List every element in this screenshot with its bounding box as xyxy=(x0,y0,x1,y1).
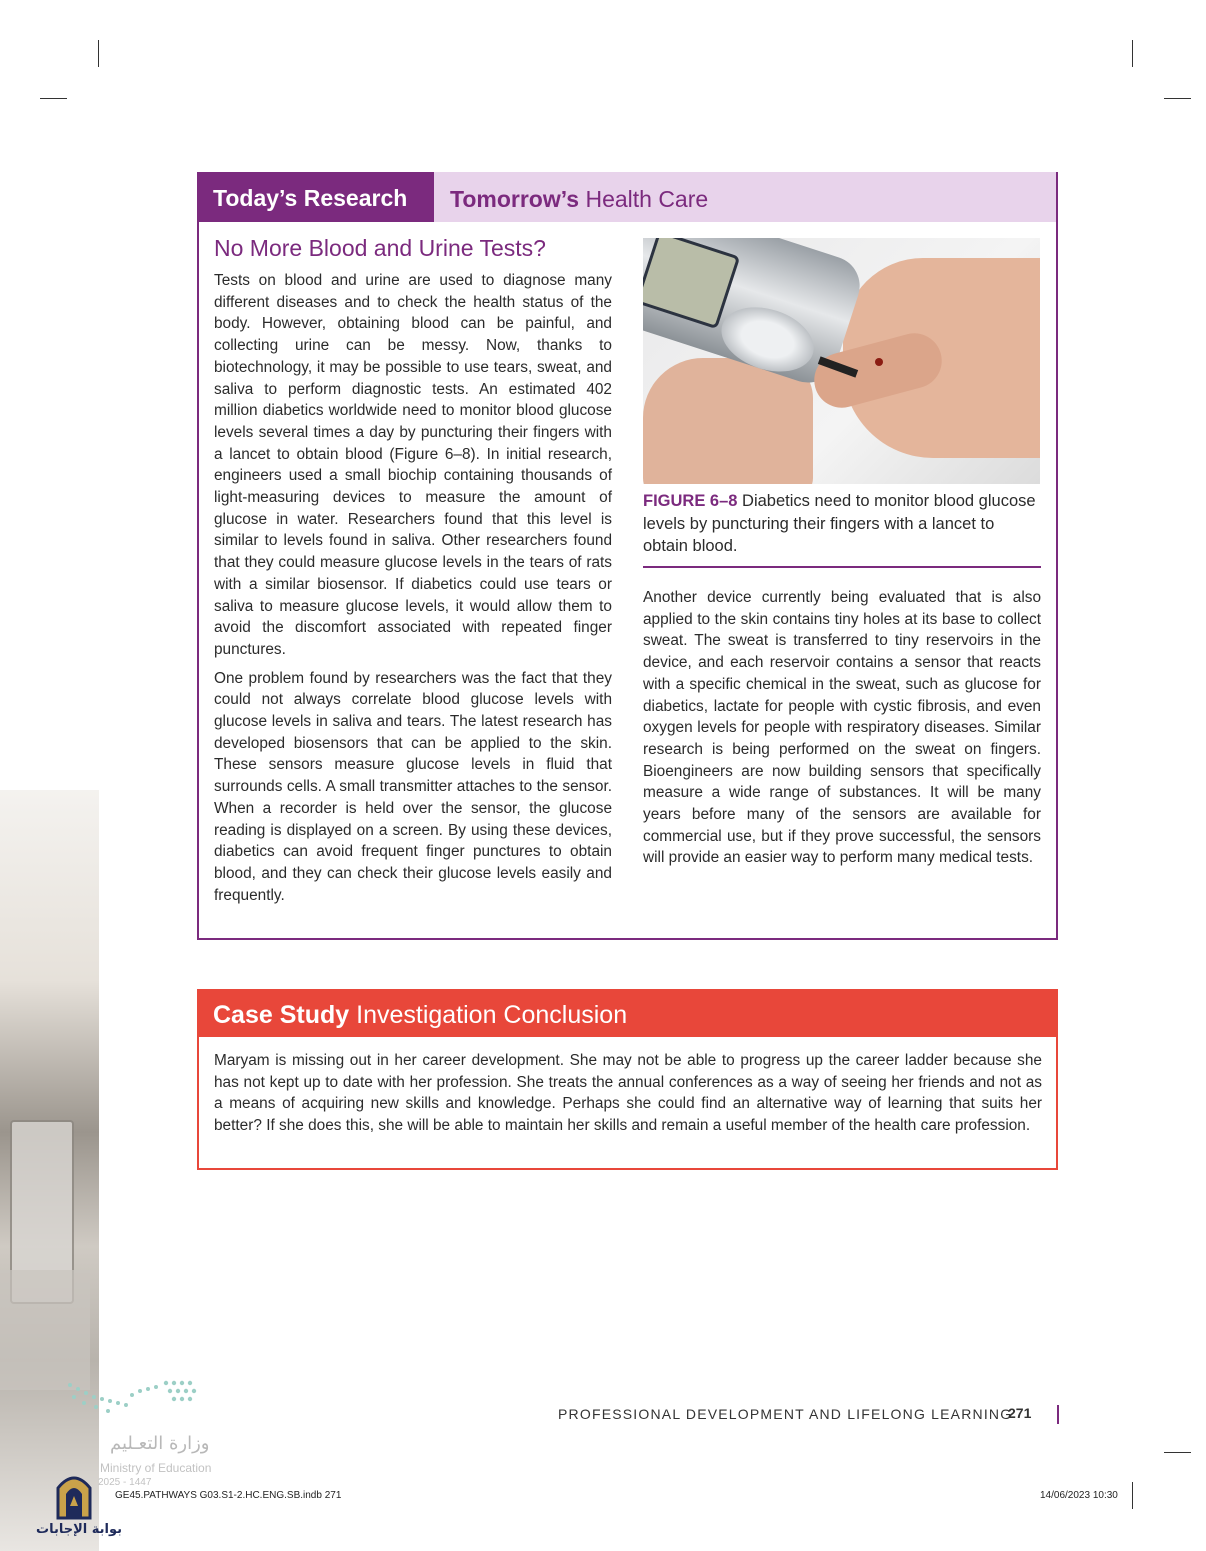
todays-research-tab: Today’s Research xyxy=(197,172,434,222)
crop-mark xyxy=(1132,1482,1133,1509)
right-column xyxy=(643,587,1041,869)
crop-mark xyxy=(1164,1452,1191,1453)
figure-caption xyxy=(643,490,1041,558)
print-slug-file: GE45.PATHWAYS G03.S1-2.HC.ENG.SB.indb 271 xyxy=(115,1490,342,1501)
running-footer: PROFESSIONAL DEVELOPMENT AND LIFELONG LEARNING xyxy=(558,1406,1013,1422)
figure-label: FIGURE 6–8 xyxy=(643,492,738,510)
blood-drop-image xyxy=(875,358,883,366)
glucose-meter-photo xyxy=(643,238,1040,484)
answers-portal-text: بوابة الإجابات xyxy=(36,1522,122,1537)
left-column xyxy=(214,270,612,913)
paragraph-2: One problem found by researchers was the fact that they could not always correlate blood glucose levels with glucose levels in saliva and tears. The latest research has developed biosensors that can be applied to the skin. These sensors measure glucose levels in fluid that surrounds cells. A small transmitter attaches to the sensor. When a recorder is held over the sensor, the glucose reading is displayed on a screen. By using these devices, diabetics can avoid frequent finger punctures to obtain blood, and they can check their glucose levels easily and frequently. xyxy=(214,669,612,904)
crop-mark xyxy=(1164,98,1191,99)
case-study-bold: Case Study xyxy=(213,1001,350,1029)
case-study-text: Maryam is missing out in her career development. She may not be able to progress up the career ladder because she has not kept up to date with her profession. She treats the annual conferences as a way of seeing her friends and not as a means of acquiring new skills and knowledge. Perhaps she could find an alternative way of learning that suits her better? If she does this, she will be able to maintain her skills and remain a useful member of the health care profession. xyxy=(214,1052,1042,1135)
ministry-arabic-text: وزارة التعـليم xyxy=(110,1433,210,1454)
case-study-rest: Investigation Conclusion xyxy=(349,1001,628,1029)
tomorrow-rest-text: Health Care xyxy=(579,186,709,212)
watermark-year: 2025 - 1447 xyxy=(98,1477,152,1488)
paragraph-3: Another device currently being evaluated that is also applied to the skin contains tiny holes at its base to collect sweat. The sweat is transferred to tiny reservoirs in the device, and each reservoir contains a sensor that reacts with a specific chemical in the sweat, such as glucose for diabetics, lactate for people with cystic fibrosis, and even oxygen levels for people with respiratory diseases. Similar research is being performed on the sweat on fingers. Bioengineers are now building sensors that specifically measure a wide range of substances. It will be many years before many of the sensors are available for commercial use, but if they prove successful, the sensors will provide an easier way to perform many medical tests. xyxy=(643,589,1041,867)
figure-divider xyxy=(643,566,1041,568)
crop-mark xyxy=(98,40,99,67)
ministry-logo-icon xyxy=(62,1375,200,1420)
footer-bar xyxy=(1057,1405,1059,1424)
print-slug-date: 14/06/2023 10:30 xyxy=(1040,1490,1118,1501)
crop-mark xyxy=(40,98,67,99)
tomorrows-health-care-title xyxy=(450,172,708,222)
section-title: No More Blood and Urine Tests? xyxy=(214,235,546,261)
paragraph-1: Tests on blood and urine are used to diagnose many different diseases and to check the health status of the body. However, obtaining blood can be painful, and collecting urine can be messy. Now, thanks to biotechnology, it may be possible to use tears, sweat, and saliva to perform diagnostic tests. An estimated 402 million diabetics worldwide need to monitor blood glucose levels several times a day by puncturing their fingers with a lancet to obtain blood (Figure 6–8). In initial research, engineers used a small biochip containing thousands of light-measuring devices to measure the amount of glucose in water. Researchers found that this level is similar to levels found in saliva. Other researchers found that they could measure glucose levels in the tears of rats with a similar biosensor. If diabetics could use tears or saliva to measure glucose levels, it would allow them to avoid the discomfort associated with repeated finger punctures. xyxy=(214,272,612,658)
crop-mark xyxy=(1132,40,1133,67)
case-study-header xyxy=(197,989,1058,1037)
background-equipment xyxy=(0,1270,90,1390)
answers-portal-logo-icon xyxy=(52,1466,96,1522)
meter-screen xyxy=(643,238,740,329)
figure-caption-text: Diabetics need to monitor blood glucose levels by puncturing their fingers with a lancet to obtain blood. xyxy=(643,492,1036,555)
tomorrow-bold-text: Tomorrow’s xyxy=(450,186,580,212)
ministry-english-text: Ministry of Education xyxy=(100,1461,212,1475)
page-number: 271 xyxy=(1008,1405,1032,1421)
